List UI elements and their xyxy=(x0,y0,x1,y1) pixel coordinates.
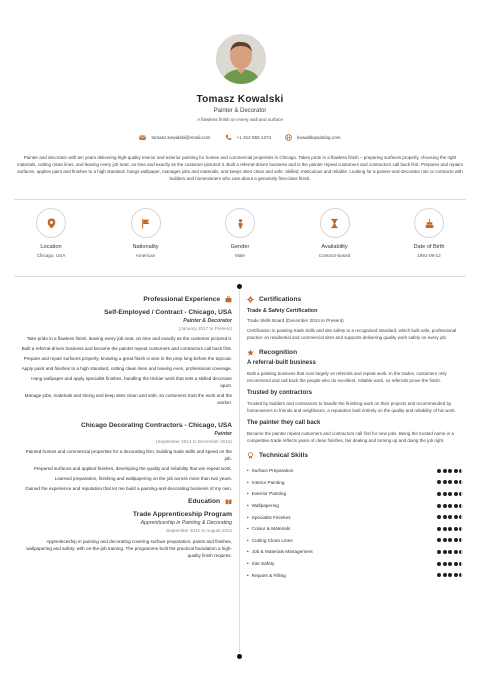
skill-rating xyxy=(437,469,463,473)
award-icon xyxy=(247,452,254,459)
email-icon xyxy=(139,134,146,141)
skill-item xyxy=(247,546,463,558)
rating-dot xyxy=(454,562,458,566)
rating-dot xyxy=(437,515,441,519)
rating-dot xyxy=(437,469,441,473)
info-nationality xyxy=(111,208,181,258)
recognition-title: Trusted by contractors xyxy=(247,390,313,396)
skill-rating xyxy=(437,492,463,496)
section-title: Technical Skills xyxy=(259,452,308,459)
rating-dot xyxy=(437,550,441,554)
rating-dot xyxy=(437,504,441,508)
globe-icon xyxy=(285,134,292,141)
skill-item xyxy=(247,477,463,489)
recognition-title: The painter they call back xyxy=(247,420,321,426)
job-role: Painter xyxy=(214,431,232,437)
column-divider xyxy=(239,291,240,653)
job-bullet: Prepare and repair surfaces properly, knowing a great finish is won in the prep long before the topcoat. xyxy=(23,356,232,361)
contact-email[interactable] xyxy=(139,134,210,141)
recognition-text: Became the painter repeat customers and contractors call first for new jobs. Being the trusted name in a competitive trade reflects years of clean finishes, fair dealing and turning up and doing the job right. xyxy=(247,431,454,443)
info-label: Gender xyxy=(230,244,250,250)
hourglass-icon xyxy=(329,218,340,229)
email-text: tomasz.kowalski@email.com xyxy=(151,135,211,140)
section-title: Certifications xyxy=(259,296,302,303)
job-bullet: Hang wallpaper and apply specialist finishes, handling the trickier work that sets a skilled decorator apart. xyxy=(31,376,232,388)
phone-icon xyxy=(225,134,232,141)
education-subtitle: Apprenticeship in Painting & Decorating xyxy=(140,520,232,526)
rating-dot xyxy=(448,562,452,566)
skill-item xyxy=(247,569,463,581)
rating-dot xyxy=(454,469,458,473)
info-value: Male xyxy=(235,253,245,258)
website-text: kowalskipainting.com xyxy=(297,135,341,140)
skill-item xyxy=(247,488,463,500)
rating-dot xyxy=(443,573,447,577)
rating-dot xyxy=(459,480,463,484)
skill-rating xyxy=(437,504,463,508)
contact-bar xyxy=(0,134,480,141)
job-date: (January 2017 to Present) xyxy=(178,326,232,331)
skill-rating xyxy=(437,515,463,519)
education-title: Trade Apprenticeship Program xyxy=(132,511,232,518)
rating-dot xyxy=(437,538,441,542)
skill-rating xyxy=(437,550,463,554)
skill-rating xyxy=(437,538,463,542)
education-heading xyxy=(14,498,232,505)
job-title: Painter & Decorator xyxy=(213,108,267,114)
skill-item xyxy=(247,465,463,477)
profile-summary: Painter and decorator with ten years delivering high-quality interior and exterior painting for homes and commercial properties in Chicago. Takes pride in a flawless finish – preparing surfaces properly, choosing the right materials, cutting clean lines, and leaving every job neat, on time and exactly as the customer pictured it. Built a referral-driven business and is the painter repeat customers and contractors call back first. Prepares and repairs surfaces, applies paint and finishes to a high standard, hangs wallpaper, manages jobs and materials, and keeps sites clean and safe. Skilled, meticulous and reliable. Looking for a painter-and-decorator role or contracts with builders and homeowners who care about a genuinely first-class finish. xyxy=(17,155,463,181)
rating-dot xyxy=(454,515,458,519)
section-title: Recognition xyxy=(259,349,298,356)
section-title: Education xyxy=(188,498,220,505)
rating-dot xyxy=(443,492,447,496)
rating-dot xyxy=(459,469,463,473)
job-role: Painter & Decorator xyxy=(183,318,232,324)
job-employer: Chicago Decorating Contractors - Chicago, USA xyxy=(81,422,232,429)
job-bullet: Prepared surfaces and applied finishes, developing the quality and reliability that win repeat work. xyxy=(33,466,232,471)
certifications-heading xyxy=(247,296,463,303)
education-date: September 2012 to August 2014 xyxy=(166,528,232,533)
job-bullet: Gained the experience and reputation that let me build a painting-and-decorating business of my own. xyxy=(25,486,232,491)
recognition-text: Built a painting business that runs largely on referrals and repeat work. In the trades, customers only recommend and call back the people who do excellent, reliable work, so referrals prove the finish. xyxy=(247,371,447,383)
experience-heading xyxy=(14,296,232,303)
skills-list xyxy=(247,465,463,581)
rating-dot xyxy=(448,480,452,484)
job-bullet: Manage jobs, materials and timing and keep sites clean and safe, so customers trust the work and the worker. xyxy=(24,393,232,405)
skill-name: • Cutting Clean Lines xyxy=(247,538,293,543)
book-icon xyxy=(225,498,232,505)
recognition-text: Trusted by builders and contractors to handle the finishing work on their projects and recommended by homeowners to friends and neighbours, a reputation built entirely on the quality and reliability of his work. xyxy=(247,401,456,413)
rating-dot xyxy=(448,550,452,554)
contact-website[interactable] xyxy=(285,134,340,141)
rating-dot xyxy=(454,480,458,484)
rating-dot xyxy=(459,562,463,566)
rating-dot xyxy=(443,469,447,473)
left-column xyxy=(14,296,232,562)
job-bullets xyxy=(14,335,232,406)
job-bullet: Built a referral-driven business and became the painter repeat customers and contractors call back first. xyxy=(21,346,232,351)
skill-name: • Colour & Materials xyxy=(247,526,290,531)
divider xyxy=(14,199,466,200)
info-label: Availability xyxy=(321,244,348,250)
info-value: 1991-09-12 xyxy=(417,253,441,258)
rating-dot xyxy=(454,550,458,554)
info-label: Date of Birth xyxy=(413,244,445,250)
rating-dot xyxy=(437,573,441,577)
job-bullet: Apply paint and finishes to a high standard, cutting clean lines and leaving even, professional coverage. xyxy=(21,366,232,371)
briefcase-icon xyxy=(225,296,232,303)
job-bullet: Painted homes and commercial properties for a decorating firm, building trade skills and speed on the job. xyxy=(25,449,232,461)
rating-dot xyxy=(443,515,447,519)
rating-dot xyxy=(454,573,458,577)
rating-dot xyxy=(459,492,463,496)
profile-photo xyxy=(216,34,266,84)
info-gender xyxy=(205,208,275,258)
rating-dot xyxy=(437,492,441,496)
rating-dot xyxy=(454,504,458,508)
rating-dot xyxy=(459,504,463,508)
rating-dot xyxy=(443,504,447,508)
info-location xyxy=(16,208,86,258)
rating-dot xyxy=(454,527,458,531)
rating-dot xyxy=(448,573,452,577)
rating-dot xyxy=(454,538,458,542)
rating-dot xyxy=(437,562,441,566)
contact-phone[interactable] xyxy=(225,134,272,141)
skill-name: • Specialist Finishes xyxy=(247,515,290,520)
gear-icon xyxy=(247,296,254,303)
rating-dot xyxy=(459,515,463,519)
info-value: Chicago, USA xyxy=(36,253,66,258)
star-icon xyxy=(247,349,254,356)
cake-icon xyxy=(424,218,435,229)
rating-dot xyxy=(448,492,452,496)
education-text: Apprenticeship in painting and decorating covering surface preparation, paints and finishes, wallpapering and safety, with on-the-job training. The programme built the practical foundation a high-quality finish requires. xyxy=(26,539,232,558)
info-label: Nationality xyxy=(132,244,159,250)
rating-dot xyxy=(459,573,463,577)
info-availability xyxy=(300,208,370,258)
timeline-dot xyxy=(237,284,242,289)
flag-icon xyxy=(140,218,151,229)
info-label: Location xyxy=(40,244,62,250)
rating-dot xyxy=(459,550,463,554)
skill-rating xyxy=(437,562,463,566)
rating-dot xyxy=(437,480,441,484)
info-date-of-birth xyxy=(394,208,464,258)
skill-item xyxy=(247,511,463,523)
job-bullet: Learned preparation, finishing and wallpapering on the job across more than two years. xyxy=(54,476,232,481)
tagline: A flawless finish on every wall and surface xyxy=(197,117,283,122)
info-value: American xyxy=(135,253,156,258)
skill-name: • Interior Painting xyxy=(247,480,285,485)
info-value: Contract-based xyxy=(318,253,351,258)
personal-info-row xyxy=(16,208,464,258)
skill-name: • Job & Materials Management xyxy=(247,549,313,554)
rating-dot xyxy=(448,504,452,508)
skill-name: • Exterior Painting xyxy=(247,491,286,496)
job-employer: Self-Employed / Contract - Chicago, USA xyxy=(104,309,232,316)
rating-dot xyxy=(443,550,447,554)
rating-dot xyxy=(459,527,463,531)
rating-dot xyxy=(443,538,447,542)
skill-name: • Site Safety xyxy=(247,561,274,566)
recognition-heading xyxy=(247,349,463,356)
skill-item xyxy=(247,535,463,547)
certification-org: Trade Skills Board (December 2014 to Present) xyxy=(247,318,344,323)
job-bullet: Take pride in a flawless finish, leaving every job neat, on time and exactly as the customer pictured it. xyxy=(26,336,232,341)
skill-name: • Surface Preparation xyxy=(247,468,293,473)
rating-dot xyxy=(448,538,452,542)
rating-dot xyxy=(448,469,452,473)
rating-dot xyxy=(443,527,447,531)
rating-dot xyxy=(443,480,447,484)
skill-item xyxy=(247,558,463,570)
rating-dot xyxy=(448,527,452,531)
certification-name: Trade & Safety Certification xyxy=(247,308,318,314)
gender-icon xyxy=(235,218,246,229)
skill-name: • Repairs & Filling xyxy=(247,573,286,578)
rating-dot xyxy=(448,515,452,519)
job-bullets xyxy=(14,448,232,492)
candidate-name: Tomasz Kowalski xyxy=(196,94,284,105)
recognition-title: A referral-built business xyxy=(247,360,316,366)
skill-rating xyxy=(437,573,463,577)
job-date: (September 2014 to December 2016) xyxy=(155,439,232,444)
skills-heading xyxy=(247,452,463,459)
location-icon xyxy=(46,218,57,229)
skill-rating xyxy=(437,480,463,484)
rating-dot xyxy=(443,562,447,566)
rating-dot xyxy=(437,527,441,531)
timeline-dot xyxy=(237,654,242,659)
phone-text: +1 312 555 1274 xyxy=(236,135,272,140)
section-title: Professional Experience xyxy=(143,296,220,303)
rating-dot xyxy=(454,492,458,496)
divider xyxy=(14,276,466,277)
rating-dot xyxy=(459,538,463,542)
skill-name: • Wallpapering xyxy=(247,503,279,508)
certification-text: Certification in painting trade skills and site safety to a recognised standard, which built safe, professional practice on residential and commercial sites and supports delivering quality work safely on every job. xyxy=(247,328,457,340)
right-column xyxy=(247,296,463,581)
skill-rating xyxy=(437,527,463,531)
skill-item xyxy=(247,523,463,535)
skill-item xyxy=(247,500,463,512)
